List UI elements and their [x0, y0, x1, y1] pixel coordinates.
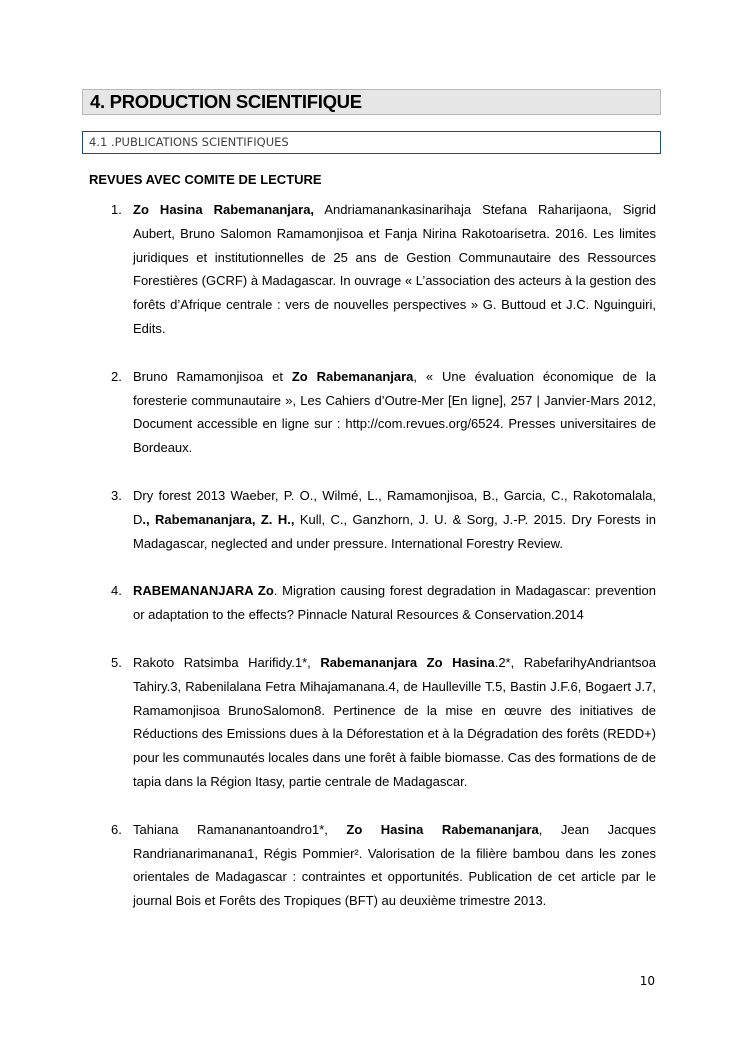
publication-text: . Migration causing forest degradation in Madagascar: prevention or adaptation to the effects? Pinnacle Natural Resources & Conservation.2014 [133, 583, 657, 623]
publication-author-highlight: Zo Hasina Rabemananjara, [133, 202, 315, 217]
publication-item [0, 579, 656, 627]
group-heading: REVUES AVEC COMITE DE LECTURE [89, 172, 322, 187]
publication-item [0, 651, 656, 794]
publication-author-highlight: Zo Hasina Rabemananjara [346, 821, 539, 837]
publication-number: 4. [111, 583, 122, 599]
publication-text: Bruno Ramamonjisoa et [133, 368, 292, 384]
publication-number: 5. [111, 654, 122, 670]
publication-text: , « Une évaluation économique de la foresterie communautaire », Les Cahiers d’Outre-Mer [En ligne], 257 | Janvier-Mars 2012, Document accessible en ligne sur : http://com.revues.org/6524. Presses universitaires de Bordeaux. [133, 368, 656, 456]
page-number: 10 [639, 974, 655, 988]
publication-item [0, 818, 656, 913]
publication-author-highlight: RABEMANANJARA Zo [133, 583, 274, 599]
publication-item [0, 365, 656, 460]
publication-text: .2*, RabefarihyAndriantsoa Tahiry.3, Rabenilalana Fetra Mihajamanana.4, de Haulleville T.5, Bastin J.F.6, Bogaert J.7, Ramamonjisoa BrunoSalomon8. Pertinence de la mise en œuvre des initiatives de Réductions des Emissions dues à la Déforestation et à la Dégradation des forêts (REDD+) pour les communautés locales dans une forêt à faible biomasse. Cas des formations de de tapia dans la Région Itasy, partie centrale de Madagascar. [133, 654, 657, 789]
publication-item [0, 198, 656, 341]
section-title: 4. PRODUCTION SCIENTIFIQUE [82, 89, 661, 115]
publication-text: , Jean Jacques Randrianarimanana1, Régis Pommier². Valorisation de la filière bambou dans les zones orientales de Madagascar : contraintes et opportunités. Publication de cet article par le journal Bois et Forêts des Tropiques (BFT) au deuxième trimestre 2013. [133, 821, 656, 909]
publication-number: 3. [111, 487, 122, 503]
publication-number: 1. [111, 202, 122, 217]
publication-text: Tahiana Ramananantoandro1*, [133, 821, 347, 837]
subsection-title: 4.1 .PUBLICATIONS SCIENTIFIQUES [82, 131, 661, 154]
publication-text: Andriamanankasinarihaja Stefana Raharijaona, Sigrid Aubert, Bruno Salomon Ramamonjisoa et Fanja Nirina Rakotoarisetra. 2016. Les limites juridiques et institutionnelles de 25 ans de Gestion Communautaire des Ressources Forestières (GCRF) à Madagascar. In ouvrage « L’association des acteurs à la gestion des forêts d’Afrique centrale : vers de nouvelles perspectives » G. Buttoud et J.C. Nguinguiri, Edits. [133, 202, 656, 336]
publication-number: 6. [111, 821, 122, 837]
publication-item [0, 484, 656, 555]
publication-list [0, 198, 745, 937]
publication-text: Rakoto Ratsimba Harifidy.1*, [133, 654, 321, 670]
publication-author-highlight: Zo Rabemananjara [291, 368, 414, 384]
publication-number: 2. [111, 368, 122, 384]
publication-text: Kull, C., Ganzhorn, J. U. & Sorg, J.-P. 2015. Dry Forests in Madagascar, neglected and under pressure. International Forestry Review. [133, 511, 657, 551]
publication-author-highlight: Rabemananjara Zo Hasina [320, 654, 495, 670]
publication-text: Dry forest 2013 Waeber, P. O., Wilmé, L., Ramamonjisoa, B., Garcia, C., Rakotomalala, D [133, 487, 656, 527]
publication-author-highlight: ., Rabemananjara, Z. H., [142, 511, 295, 527]
